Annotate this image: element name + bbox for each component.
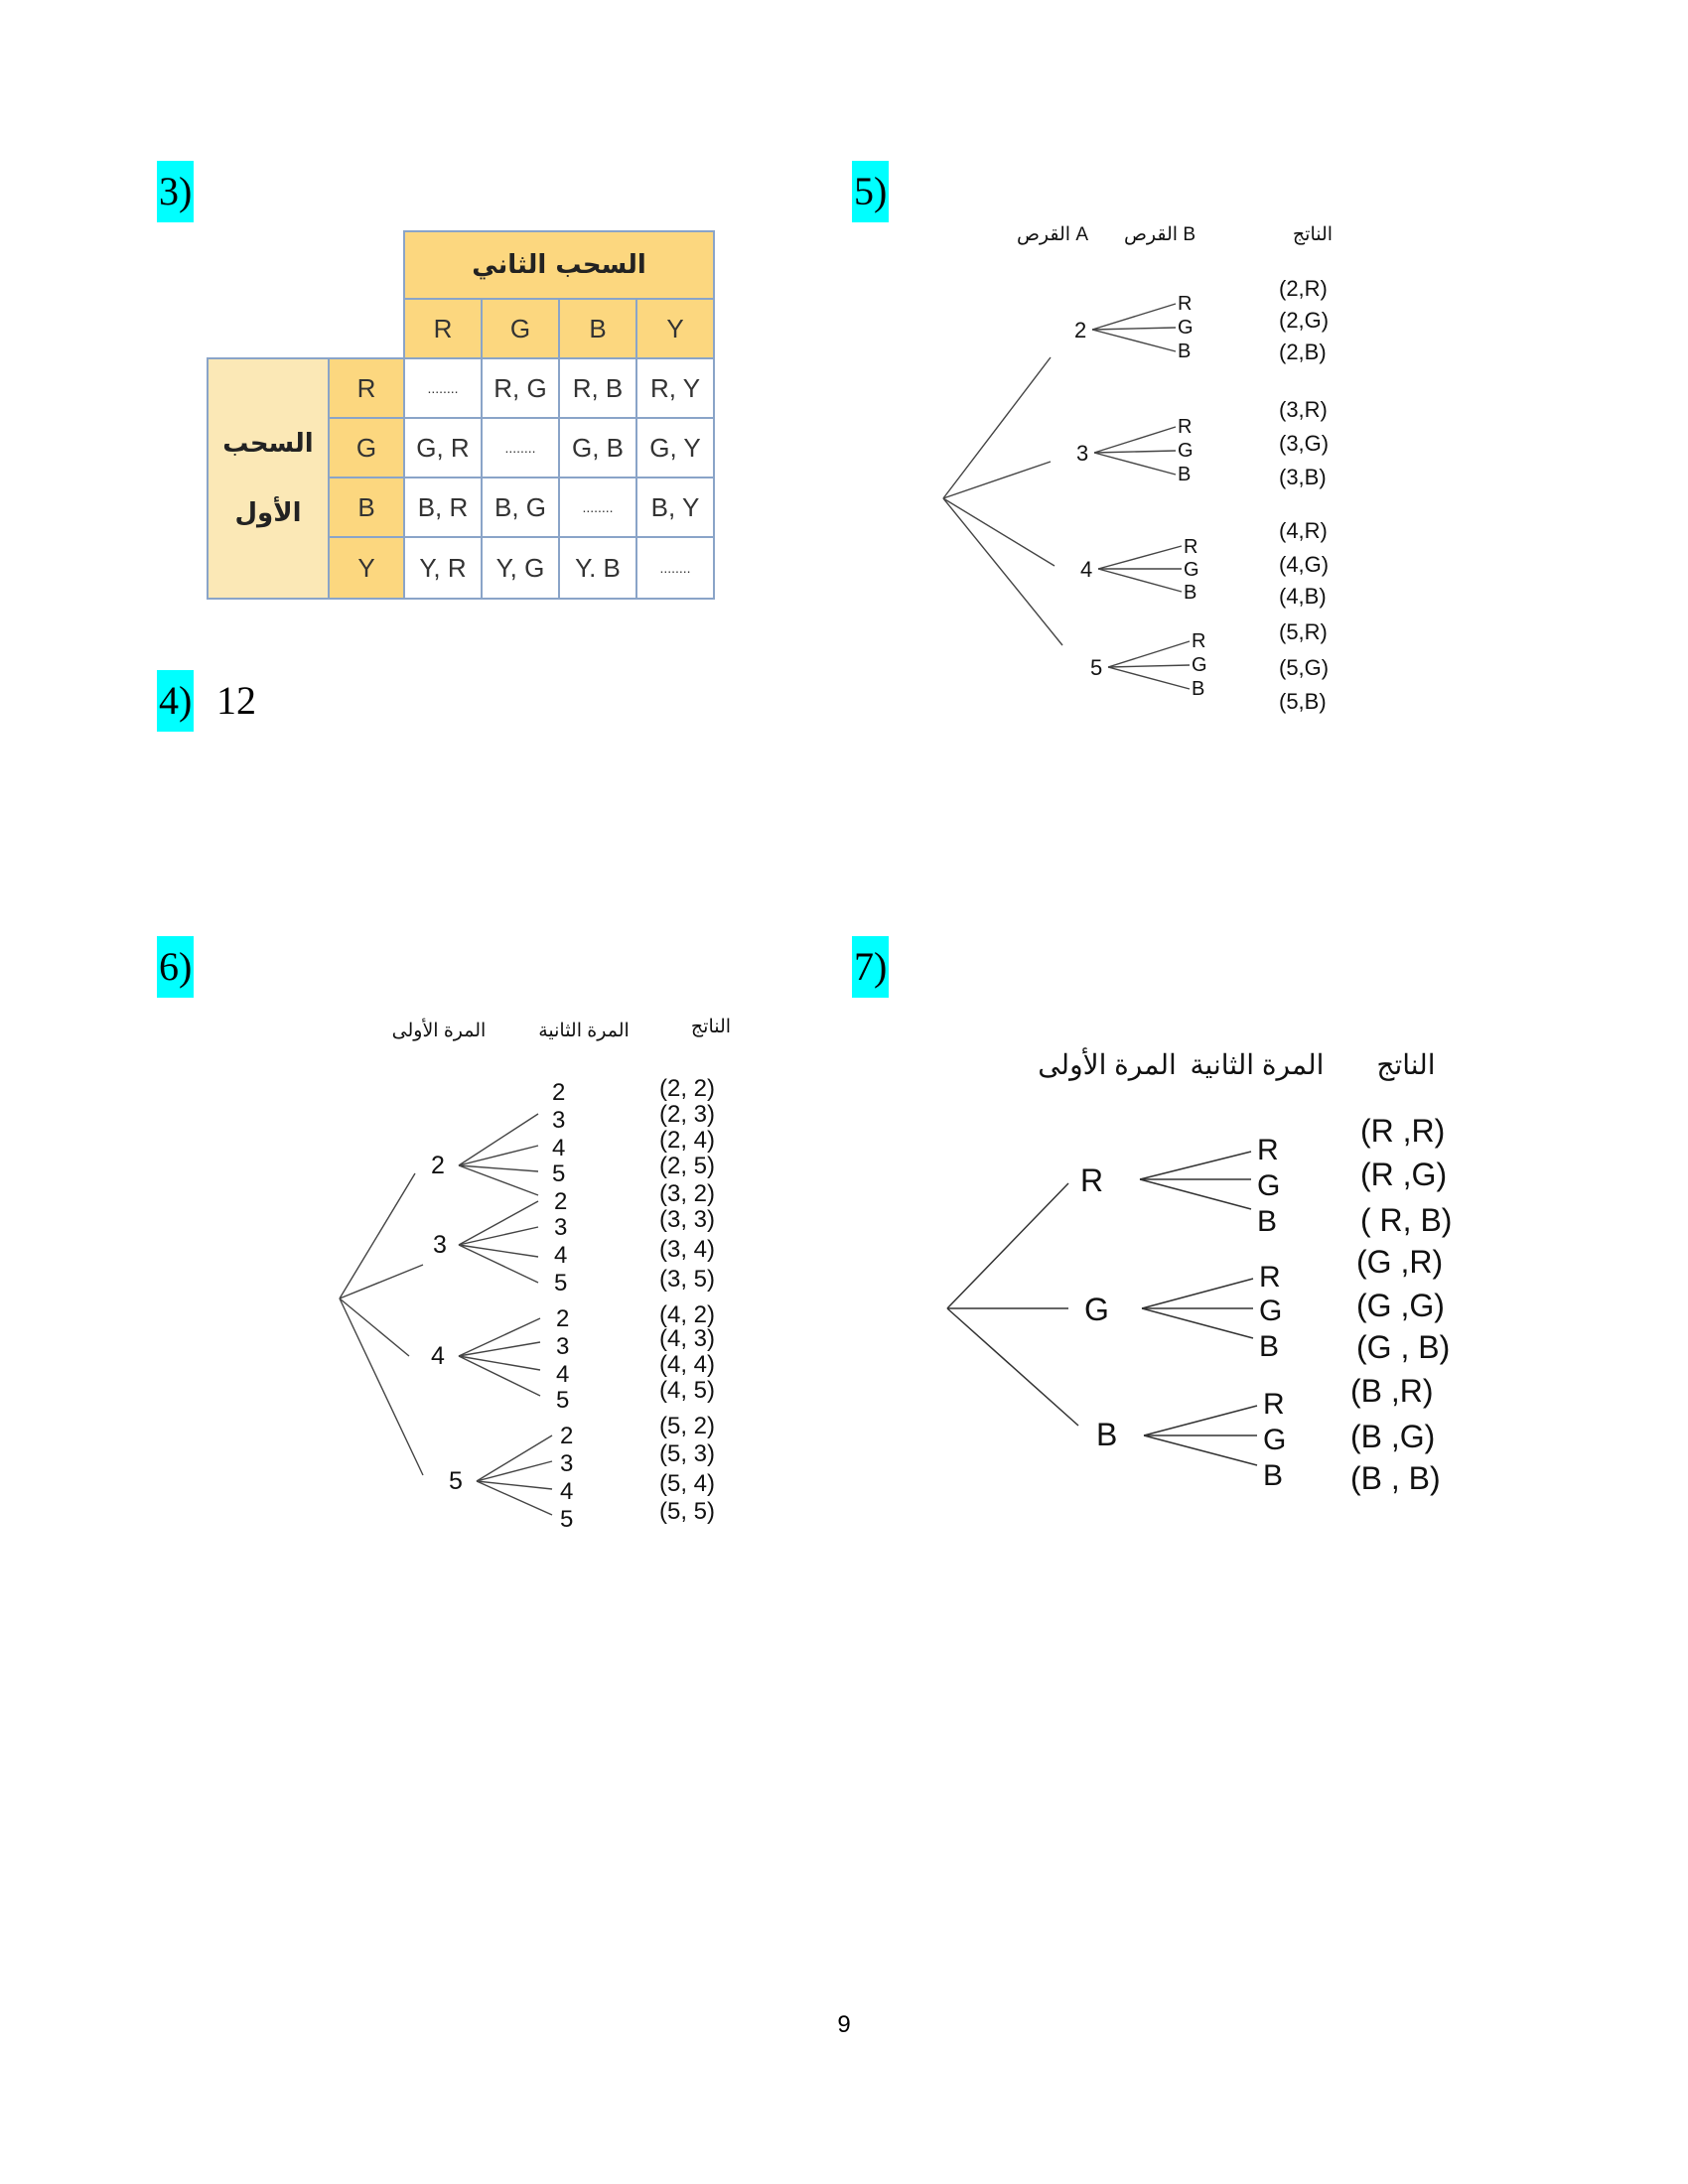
q5-outcome: (4,R) [1279,518,1328,543]
table-cell: R, G [481,357,560,419]
q6-leaf: 4 [554,1242,568,1269]
q7-header-outcome: الناتج [1376,1049,1436,1080]
table-cell: R, B [558,357,637,419]
q5-outcome: (5,R) [1279,619,1328,644]
q6-outcome: (2, 5) [659,1153,716,1179]
q6-node: 5 [449,1467,463,1495]
q6-outcome: (4, 3) [659,1325,716,1352]
q7-leaf: B [1257,1205,1278,1238]
q6-leaf: 5 [554,1270,568,1297]
q7-outcome: (R ,G) [1360,1157,1448,1192]
q7-leaf: G [1263,1424,1287,1456]
row-header: G [328,417,405,478]
q7-leaf: B [1259,1330,1280,1363]
q6-outcome: (4, 2) [659,1301,716,1328]
q7-leaf: R [1259,1261,1281,1294]
q5-first-level [1074,318,1102,680]
q6-leaf: 2 [552,1079,566,1106]
q6-leaf: 3 [554,1214,568,1241]
draw-outcome-table [207,230,715,600]
q5-outcome: (2,B) [1279,340,1327,364]
q6-leaf: 2 [560,1423,574,1449]
table-cell: G, R [403,417,483,478]
q5-leaf: B [1192,678,1205,700]
q7-outcome: ( R, B) [1360,1202,1453,1238]
question-4-answer: 12 [216,678,256,723]
q5-outcome: (2,R) [1279,276,1328,301]
table-cell: G, B [558,417,637,478]
table-cell: ........ [635,536,715,600]
q5-node: 5 [1090,655,1103,680]
q6-node: 3 [433,1231,447,1259]
question-5-label: 5) [852,161,889,222]
q5-outcomes [1279,276,1329,714]
q6-node: 4 [431,1342,445,1370]
first-draw-line1: السحب [222,429,314,459]
q5-header-disk-b: القرص B [1123,224,1196,245]
row-header: B [328,477,405,538]
q5-outcome: (4,B) [1279,584,1327,609]
q5-leaf: R [1178,416,1193,438]
q7-outcome: (G ,G) [1356,1288,1445,1323]
q6-outcome: (4, 5) [659,1377,716,1404]
q7-outcome: (R ,R) [1360,1113,1446,1149]
table-cell: R, Y [635,357,715,419]
column-header: R [403,298,483,359]
q6-outcome: (5, 2) [659,1413,716,1439]
table-cell: Y, G [481,536,560,600]
q6-leaf: 5 [552,1160,566,1187]
question-3-label: 3) [157,161,194,222]
question-7-label: 7) [852,936,889,998]
q5-leaf: R [1178,293,1193,315]
q7-outcome: (G , B) [1356,1329,1451,1365]
q6-leaf: 3 [556,1333,570,1360]
q5-leaf: G [1184,559,1199,581]
q5-node: 2 [1074,318,1087,342]
q5-outcome: (3,R) [1279,397,1328,422]
q5-branch-lines [943,304,1193,689]
q6-outcome: (5, 3) [659,1440,716,1467]
table-cell: ........ [481,417,560,478]
table-cell: B, G [481,477,560,538]
page-number: 9 [837,2011,851,2038]
q7-leaf: R [1257,1134,1279,1166]
q7-leaf: G [1257,1169,1281,1202]
q5-outcome: (5,G) [1279,655,1330,680]
q5-outcome: (3,G) [1279,431,1330,456]
table-cell: B, R [403,477,483,538]
q5-outcome: (5,B) [1279,689,1327,714]
table-cell: G, Y [635,417,715,478]
q6-leaf: 3 [560,1450,574,1477]
q5-leaf: G [1178,317,1194,339]
q6-outcome: (3, 2) [659,1180,716,1207]
q7-outcome: (G ,R) [1356,1244,1444,1280]
q5-leaf: B [1184,582,1197,604]
q7-node: R [1080,1162,1104,1198]
q5-leaf: B [1178,464,1192,485]
q6-outcomes [659,1075,715,1525]
q6-leaf: 2 [554,1188,568,1215]
q5-leaf: R [1192,630,1206,652]
q6-outcome: (2, 2) [659,1075,716,1102]
question-6-label: 6) [157,936,194,998]
q5-tree-diagram [923,218,1400,735]
q6-outcome: (4, 4) [659,1351,716,1378]
q7-leaf: G [1259,1295,1283,1327]
q6-node: 2 [431,1152,445,1179]
q5-second-level [1178,293,1207,700]
q7-outcome: (B ,G) [1350,1419,1436,1454]
q7-header-second: المرة الثانية [1190,1049,1325,1080]
q6-outcome: (3, 5) [659,1266,716,1293]
q6-leaf: 4 [556,1361,570,1388]
q5-leaf: G [1192,654,1207,676]
q6-header-second: المرة الثانية [538,1021,630,1041]
q6-tree-diagram [328,1003,765,1539]
q7-leaf: B [1263,1459,1284,1492]
table-cell: Y. B [558,536,637,600]
q6-leaf: 2 [556,1305,570,1332]
q6-header-outcome: الناتج [690,1017,732,1037]
first-draw-header [207,357,330,600]
q6-leaf: 4 [552,1135,566,1161]
q5-header-outcome: الناتج [1292,224,1334,245]
q6-second-level [552,1079,573,1533]
q6-outcome: (2, 4) [659,1127,716,1154]
q6-branch-lines [340,1114,552,1515]
column-header: G [481,298,560,359]
second-draw-header: السحب الثاني [403,230,715,300]
table-cell: B, Y [635,477,715,538]
q7-node: B [1096,1417,1118,1452]
q6-header-first: المرة الأولى [391,1021,487,1041]
q6-outcome: (2, 3) [659,1101,716,1128]
table-cell: ........ [558,477,637,538]
q6-leaf: 4 [560,1478,574,1505]
q6-outcome: (5, 4) [659,1470,716,1497]
q5-leaf: G [1178,440,1194,462]
q7-tree-diagram [933,1032,1489,1509]
row-header: Y [328,536,405,600]
q6-leaf: 5 [560,1506,574,1533]
row-header: R [328,357,405,419]
q5-outcome: (2,G) [1279,308,1330,333]
q7-node: G [1084,1292,1109,1327]
question-4-label: 4) [157,670,194,732]
column-header: B [558,298,637,359]
q5-leaf: B [1178,341,1192,362]
q7-outcome: (B ,R) [1350,1373,1434,1409]
first-draw-line2: الأول [234,498,302,528]
q6-outcome: (3, 3) [659,1206,716,1233]
q6-leaf: 5 [556,1387,570,1414]
table-cell: ........ [403,357,483,419]
column-header: Y [635,298,715,359]
q6-leaf: 3 [552,1107,566,1134]
q5-outcome: (3,B) [1279,465,1327,489]
q5-outcome: (4,G) [1279,552,1330,577]
q7-leaf: R [1263,1388,1285,1421]
q5-node: 4 [1080,557,1093,582]
q6-outcome: (5, 5) [659,1498,716,1525]
q7-header-first: المرة الأولى [1038,1049,1177,1080]
q5-leaf: R [1184,536,1198,558]
q7-first-level [1080,1162,1117,1452]
q7-outcomes [1350,1113,1452,1496]
q7-outcome: (B , B) [1350,1460,1441,1496]
q7-second-level [1257,1134,1286,1492]
q5-node: 3 [1076,441,1089,466]
q5-header-disk-a: القرص A [1016,224,1089,245]
q6-first-level [431,1152,463,1495]
q6-outcome: (3, 4) [659,1236,716,1263]
table-cell: Y, R [403,536,483,600]
